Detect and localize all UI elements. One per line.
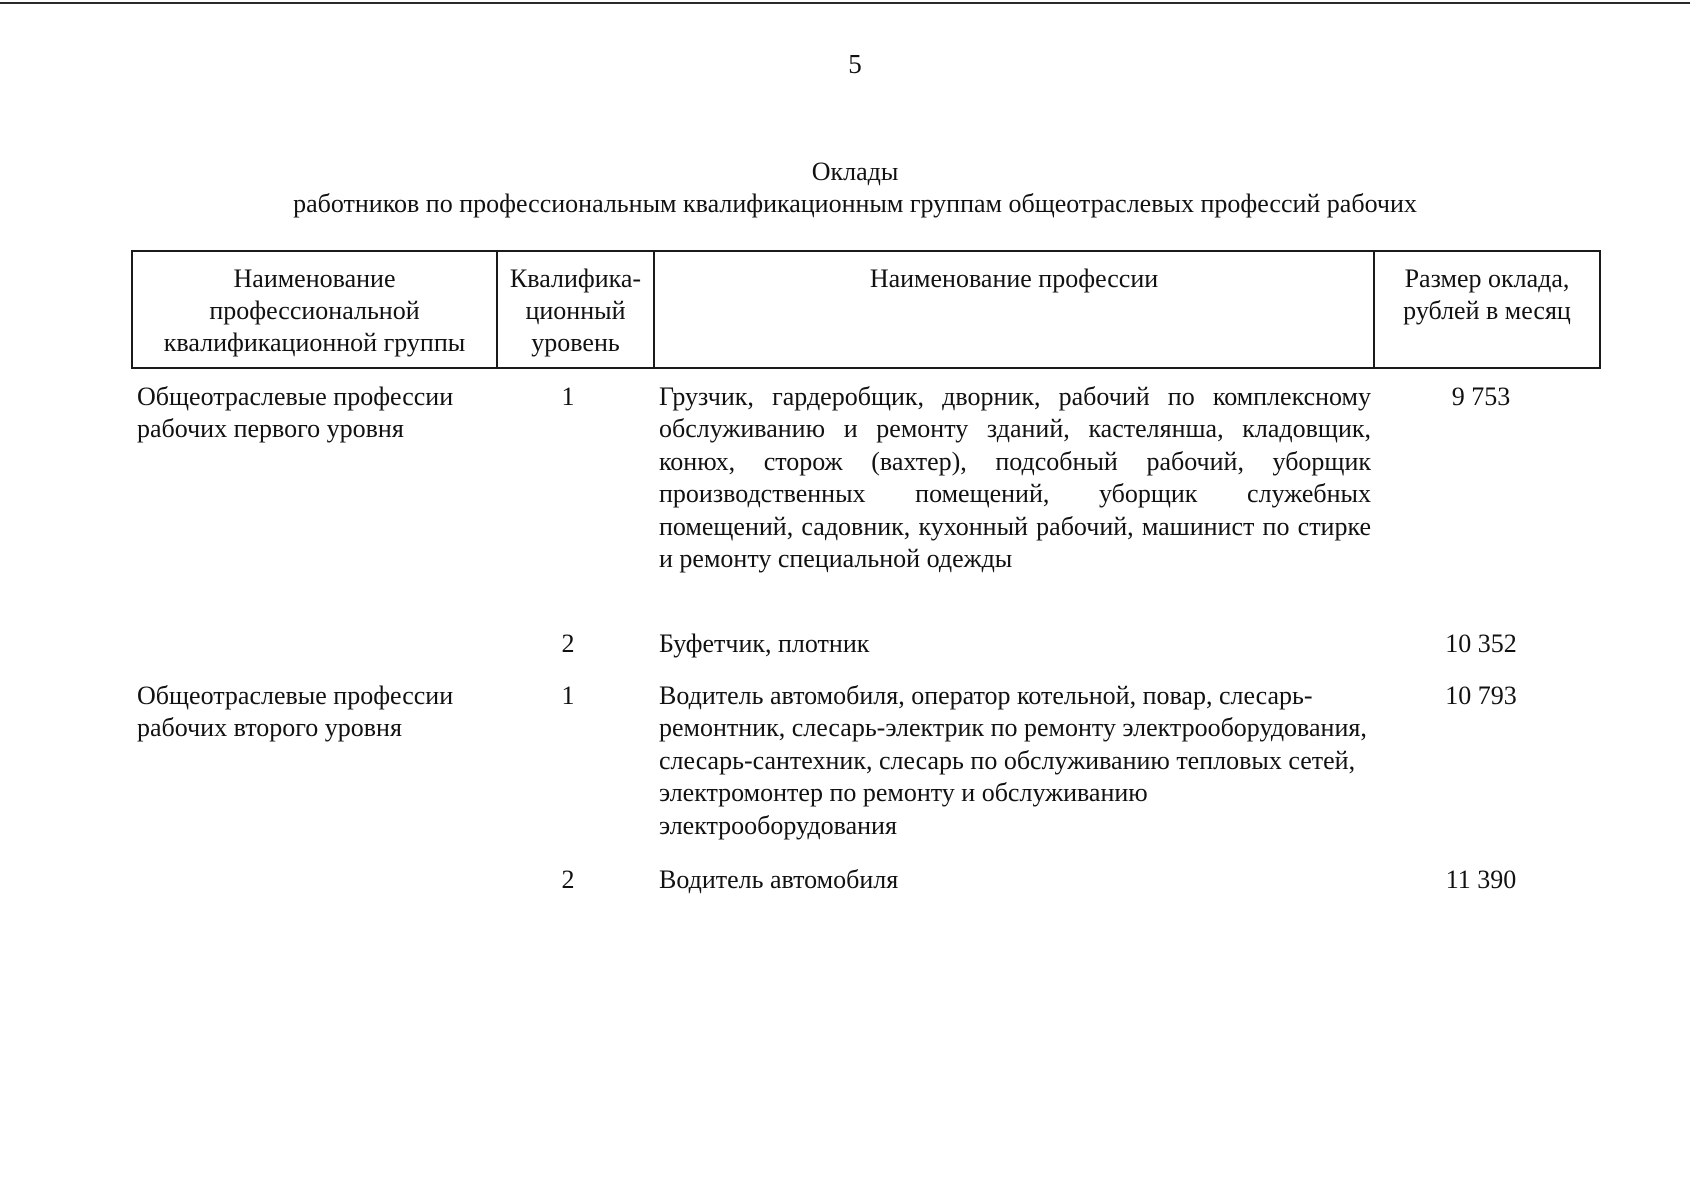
profession-cell: Водитель автомобиля [659, 865, 899, 894]
salary-cell: 10 352 [1445, 629, 1517, 658]
table-row [131, 381, 1601, 611]
profession-cell: Буфетчик, плотник [659, 629, 870, 658]
document-subtitle: работников по профессиональным квалификационным группам общеотраслевых профессий рабочих [293, 189, 1417, 218]
group-name-cell: Общеотраслевые профессии рабочих первого уровня [137, 382, 454, 444]
profession-cell: Грузчик, гардеробщик, дворник, рабочий по комплексному обслуживанию и ремонту зданий, кастелянша, кладовщик, конюх, сторож (вахтер), подсобный рабочий, уборщик производственных помещений, уборщик служебных помещений, садовник, кухонный рабочий, машинист по стирке и ремонту специальной одежды [659, 382, 1371, 574]
page-number: 5 [848, 49, 862, 79]
salary-cell: 9 753 [1451, 382, 1511, 411]
table-header [131, 250, 1601, 369]
header-salary: Размер оклада, рублей в месяц [1403, 264, 1571, 325]
document-heading [131, 156, 1579, 220]
table-row [131, 680, 1601, 845]
table-row [131, 864, 1601, 900]
level-cell: 2 [561, 629, 575, 658]
header-qualification-level: Квалифика-ционный уровень [498, 252, 655, 367]
top-border-line [0, 2, 1690, 4]
group-name-cell: Общеотраслевые профессии рабочих второго уровня [137, 681, 454, 743]
level-cell: 1 [561, 382, 575, 411]
salary-cell: 10 793 [1445, 681, 1517, 710]
header-profession-name: Наименование профессии [655, 252, 1375, 367]
table-row [131, 628, 1601, 664]
level-cell: 2 [561, 865, 575, 894]
salary-cell: 11 390 [1445, 865, 1517, 894]
document-title: Оклады [811, 157, 899, 186]
level-cell: 1 [561, 681, 575, 710]
header-group-name: Наименование профессиональной квалификационной группы [133, 252, 498, 367]
profession-cell: Водитель автомобиля, оператор котельной, повар, слесарь-ремонтник, слесарь-электрик по ремонту электрооборудования, слесарь-сантехник, слесарь по обслуживанию тепловых сетей, электромонтер по ремонту и обслуживанию электрооборудования [659, 681, 1367, 840]
